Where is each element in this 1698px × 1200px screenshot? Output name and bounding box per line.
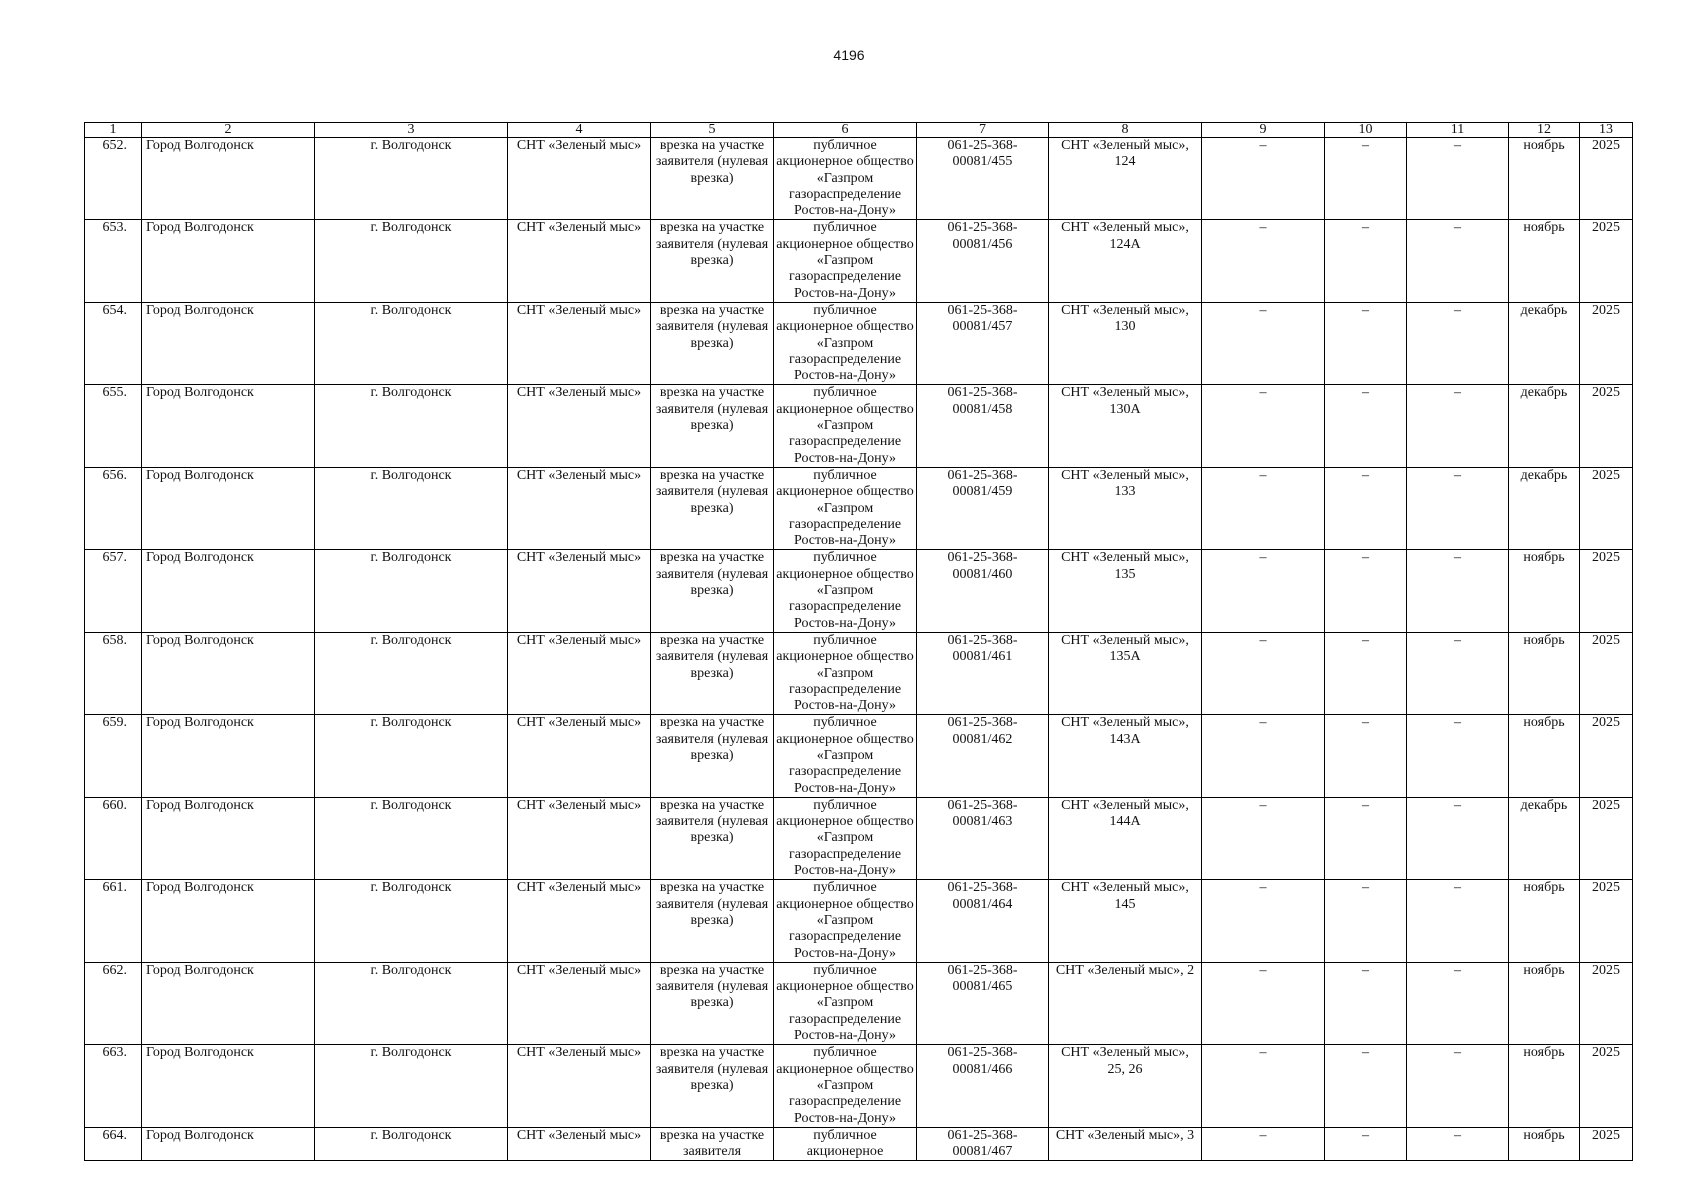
contract-number-cell: 061-25-368-00081/465 xyxy=(917,962,1049,1044)
header-row xyxy=(85,123,1633,138)
month-cell: ноябрь xyxy=(1509,138,1580,220)
table-row xyxy=(85,1045,1633,1127)
column-9-cell: – xyxy=(1202,797,1325,879)
column-9-cell: – xyxy=(1202,632,1325,714)
column-header: 8 xyxy=(1049,123,1202,138)
contract-number-cell: 061-25-368-00081/459 xyxy=(917,467,1049,549)
settlement-cell: г. Волгодонск xyxy=(315,385,508,467)
year-cell: 2025 xyxy=(1580,715,1633,797)
object-cell: СНТ «Зеленый мыс» xyxy=(508,962,651,1044)
year-cell: 2025 xyxy=(1580,467,1633,549)
municipality-cell: Город Волгодонск xyxy=(142,715,315,797)
object-cell: СНТ «Зеленый мыс» xyxy=(508,797,651,879)
organization-cell: публичное акционерное общество «Газпром газораспределение Ростов-на-Дону» xyxy=(774,385,917,467)
address-cell: СНТ «Зеленый мыс», 25, 26 xyxy=(1049,1045,1202,1127)
contract-number-cell: 061-25-368-00081/466 xyxy=(917,1045,1049,1127)
organization-cell: публичное акционерное общество «Газпром газораспределение Ростов-на-Дону» xyxy=(774,1045,917,1127)
settlement-cell: г. Волгодонск xyxy=(315,1127,508,1161)
object-cell: СНТ «Зеленый мыс» xyxy=(508,715,651,797)
month-cell: ноябрь xyxy=(1509,962,1580,1044)
column-11-cell: – xyxy=(1407,1045,1509,1127)
column-11-cell: – xyxy=(1407,797,1509,879)
row-number-cell: 655. xyxy=(85,385,142,467)
connection-method-cell: врезка на участке заявителя (нулевая врезка) xyxy=(651,138,774,220)
table-row xyxy=(85,797,1633,879)
column-header: 3 xyxy=(315,123,508,138)
column-9-cell: – xyxy=(1202,962,1325,1044)
contract-number-cell: 061-25-368-00081/458 xyxy=(917,385,1049,467)
table-row xyxy=(85,385,1633,467)
table-row xyxy=(85,880,1633,962)
connection-method-cell: врезка на участке заявителя (нулевая врезка) xyxy=(651,550,774,632)
column-11-cell: – xyxy=(1407,302,1509,384)
column-9-cell: – xyxy=(1202,138,1325,220)
municipality-cell: Город Волгодонск xyxy=(142,1127,315,1161)
year-cell: 2025 xyxy=(1580,385,1633,467)
municipality-cell: Город Волгодонск xyxy=(142,467,315,549)
column-header: 7 xyxy=(917,123,1049,138)
organization-cell: публичное акционерное общество «Газпром газораспределение Ростов-на-Дону» xyxy=(774,632,917,714)
year-cell: 2025 xyxy=(1580,550,1633,632)
connection-method-cell: врезка на участке заявителя (нулевая врезка) xyxy=(651,302,774,384)
connection-method-cell: врезка на участке заявителя (нулевая врезка) xyxy=(651,797,774,879)
contract-number-cell: 061-25-368-00081/462 xyxy=(917,715,1049,797)
settlement-cell: г. Волгодонск xyxy=(315,550,508,632)
year-cell: 2025 xyxy=(1580,632,1633,714)
object-cell: СНТ «Зеленый мыс» xyxy=(508,302,651,384)
row-number-cell: 663. xyxy=(85,1045,142,1127)
connection-method-cell: врезка на участке заявителя (нулевая врезка) xyxy=(651,632,774,714)
address-cell: СНТ «Зеленый мыс», 130А xyxy=(1049,385,1202,467)
column-header: 2 xyxy=(142,123,315,138)
column-9-cell: – xyxy=(1202,550,1325,632)
year-cell: 2025 xyxy=(1580,797,1633,879)
contract-number-cell: 061-25-368-00081/467 xyxy=(917,1127,1049,1161)
month-cell: ноябрь xyxy=(1509,715,1580,797)
column-9-cell: – xyxy=(1202,302,1325,384)
column-10-cell: – xyxy=(1325,715,1407,797)
column-11-cell: – xyxy=(1407,467,1509,549)
contract-number-cell: 061-25-368-00081/457 xyxy=(917,302,1049,384)
municipality-cell: Город Волгодонск xyxy=(142,1045,315,1127)
address-cell: СНТ «Зеленый мыс», 2 xyxy=(1049,962,1202,1044)
address-cell: СНТ «Зеленый мыс», 124 xyxy=(1049,138,1202,220)
settlement-cell: г. Волгодонск xyxy=(315,138,508,220)
table-row xyxy=(85,220,1633,302)
settlement-cell: г. Волгодонск xyxy=(315,1045,508,1127)
year-cell: 2025 xyxy=(1580,1045,1633,1127)
table-row xyxy=(85,632,1633,714)
column-10-cell: – xyxy=(1325,632,1407,714)
contract-number-cell: 061-25-368-00081/456 xyxy=(917,220,1049,302)
organization-cell: публичное акционерное общество «Газпром газораспределение Ростов-на-Дону» xyxy=(774,302,917,384)
column-10-cell: – xyxy=(1325,220,1407,302)
column-9-cell: – xyxy=(1202,1045,1325,1127)
column-10-cell: – xyxy=(1325,1045,1407,1127)
row-number-cell: 662. xyxy=(85,962,142,1044)
municipality-cell: Город Волгодонск xyxy=(142,302,315,384)
column-9-cell: – xyxy=(1202,880,1325,962)
address-cell: СНТ «Зеленый мыс», 135А xyxy=(1049,632,1202,714)
connection-method-cell: врезка на участке заявителя (нулевая врезка) xyxy=(651,880,774,962)
column-header: 10 xyxy=(1325,123,1407,138)
connection-method-cell: врезка на участке заявителя (нулевая врезка) xyxy=(651,962,774,1044)
organization-cell: публичное акционерное общество «Газпром газораспределение Ростов-на-Дону» xyxy=(774,715,917,797)
row-number-cell: 652. xyxy=(85,138,142,220)
month-cell: ноябрь xyxy=(1509,1127,1580,1161)
column-header: 12 xyxy=(1509,123,1580,138)
year-cell: 2025 xyxy=(1580,1127,1633,1161)
year-cell: 2025 xyxy=(1580,138,1633,220)
contract-number-cell: 061-25-368-00081/463 xyxy=(917,797,1049,879)
address-cell: СНТ «Зеленый мыс», 144А xyxy=(1049,797,1202,879)
column-11-cell: – xyxy=(1407,880,1509,962)
table-row xyxy=(85,715,1633,797)
column-11-cell: – xyxy=(1407,962,1509,1044)
column-header: 9 xyxy=(1202,123,1325,138)
settlement-cell: г. Волгодонск xyxy=(315,880,508,962)
contract-number-cell: 061-25-368-00081/464 xyxy=(917,880,1049,962)
month-cell: ноябрь xyxy=(1509,220,1580,302)
settlement-cell: г. Волгодонск xyxy=(315,220,508,302)
column-9-cell: – xyxy=(1202,1127,1325,1161)
column-11-cell: – xyxy=(1407,715,1509,797)
table-row xyxy=(85,302,1633,384)
table-row xyxy=(85,138,1633,220)
organization-cell: публичное акционерное общество «Газпром газораспределение Ростов-на-Дону» xyxy=(774,138,917,220)
object-cell: СНТ «Зеленый мыс» xyxy=(508,1045,651,1127)
settlement-cell: г. Волгодонск xyxy=(315,962,508,1044)
column-10-cell: – xyxy=(1325,962,1407,1044)
column-10-cell: – xyxy=(1325,138,1407,220)
row-number-cell: 664. xyxy=(85,1127,142,1161)
municipality-cell: Город Волгодонск xyxy=(142,220,315,302)
table-row xyxy=(85,962,1633,1044)
connection-method-cell: врезка на участке заявителя (нулевая врезка) xyxy=(651,385,774,467)
column-11-cell: – xyxy=(1407,550,1509,632)
year-cell: 2025 xyxy=(1580,220,1633,302)
column-11-cell: – xyxy=(1407,632,1509,714)
column-11-cell: – xyxy=(1407,385,1509,467)
column-header: 5 xyxy=(651,123,774,138)
object-cell: СНТ «Зеленый мыс» xyxy=(508,220,651,302)
settlement-cell: г. Волгодонск xyxy=(315,632,508,714)
address-cell: СНТ «Зеленый мыс», 133 xyxy=(1049,467,1202,549)
column-9-cell: – xyxy=(1202,467,1325,549)
column-header: 1 xyxy=(85,123,142,138)
municipality-cell: Город Волгодонск xyxy=(142,385,315,467)
table-row xyxy=(85,467,1633,549)
column-10-cell: – xyxy=(1325,467,1407,549)
connection-method-cell: врезка на участке заявителя (нулевая врезка) xyxy=(651,715,774,797)
object-cell: СНТ «Зеленый мыс» xyxy=(508,550,651,632)
municipality-cell: Город Волгодонск xyxy=(142,632,315,714)
month-cell: ноябрь xyxy=(1509,550,1580,632)
object-cell: СНТ «Зеленый мыс» xyxy=(508,632,651,714)
column-10-cell: – xyxy=(1325,797,1407,879)
column-10-cell: – xyxy=(1325,385,1407,467)
registry-table xyxy=(84,122,1633,1161)
row-number-cell: 657. xyxy=(85,550,142,632)
year-cell: 2025 xyxy=(1580,962,1633,1044)
month-cell: декабрь xyxy=(1509,797,1580,879)
address-cell: СНТ «Зеленый мыс», 130 xyxy=(1049,302,1202,384)
connection-method-cell: врезка на участке заявителя (нулевая врезка) xyxy=(651,467,774,549)
municipality-cell: Город Волгодонск xyxy=(142,880,315,962)
organization-cell: публичное акционерное общество «Газпром газораспределение Ростов-на-Дону» xyxy=(774,962,917,1044)
year-cell: 2025 xyxy=(1580,302,1633,384)
contract-number-cell: 061-25-368-00081/461 xyxy=(917,632,1049,714)
organization-cell: публичное акционерное общество «Газпром газораспределение Ростов-на-Дону» xyxy=(774,467,917,549)
organization-cell: публичное акционерное общество «Газпром газораспределение Ростов-на-Дону» xyxy=(774,797,917,879)
column-11-cell: – xyxy=(1407,138,1509,220)
organization-cell: публичное акционерное общество «Газпром газораспределение Ростов-на-Дону» xyxy=(774,220,917,302)
object-cell: СНТ «Зеленый мыс» xyxy=(508,385,651,467)
settlement-cell: г. Волгодонск xyxy=(315,797,508,879)
row-number-cell: 654. xyxy=(85,302,142,384)
column-11-cell: – xyxy=(1407,220,1509,302)
object-cell: СНТ «Зеленый мыс» xyxy=(508,1127,651,1161)
municipality-cell: Город Волгодонск xyxy=(142,962,315,1044)
column-11-cell: – xyxy=(1407,1127,1509,1161)
address-cell: СНТ «Зеленый мыс», 124А xyxy=(1049,220,1202,302)
address-cell: СНТ «Зеленый мыс», 135 xyxy=(1049,550,1202,632)
column-9-cell: – xyxy=(1202,715,1325,797)
month-cell: декабрь xyxy=(1509,385,1580,467)
address-cell: СНТ «Зеленый мыс», 143А xyxy=(1049,715,1202,797)
table-row xyxy=(85,1127,1633,1161)
municipality-cell: Город Волгодонск xyxy=(142,550,315,632)
address-cell: СНТ «Зеленый мыс», 3 xyxy=(1049,1127,1202,1161)
settlement-cell: г. Волгодонск xyxy=(315,715,508,797)
column-10-cell: – xyxy=(1325,302,1407,384)
connection-method-cell: врезка на участке заявителя (нулевая врезка) xyxy=(651,220,774,302)
month-cell: декабрь xyxy=(1509,302,1580,384)
row-number-cell: 661. xyxy=(85,880,142,962)
page-number: 4196 xyxy=(833,47,865,63)
column-header: 6 xyxy=(774,123,917,138)
object-cell: СНТ «Зеленый мыс» xyxy=(508,138,651,220)
row-number-cell: 656. xyxy=(85,467,142,549)
column-10-cell: – xyxy=(1325,550,1407,632)
organization-cell: публичное акционерное общество «Газпром газораспределение Ростов-на-Дону» xyxy=(774,880,917,962)
month-cell: ноябрь xyxy=(1509,632,1580,714)
column-10-cell: – xyxy=(1325,880,1407,962)
organization-cell: публичное акционерное общество «Газпром газораспределение Ростов-на-Дону» xyxy=(774,550,917,632)
object-cell: СНТ «Зеленый мыс» xyxy=(508,880,651,962)
column-header: 4 xyxy=(508,123,651,138)
contract-number-cell: 061-25-368-00081/455 xyxy=(917,138,1049,220)
settlement-cell: г. Волгодонск xyxy=(315,302,508,384)
contract-number-cell: 061-25-368-00081/460 xyxy=(917,550,1049,632)
address-cell: СНТ «Зеленый мыс», 145 xyxy=(1049,880,1202,962)
month-cell: ноябрь xyxy=(1509,880,1580,962)
object-cell: СНТ «Зеленый мыс» xyxy=(508,467,651,549)
column-9-cell: – xyxy=(1202,220,1325,302)
settlement-cell: г. Волгодонск xyxy=(315,467,508,549)
row-number-cell: 653. xyxy=(85,220,142,302)
year-cell: 2025 xyxy=(1580,880,1633,962)
column-header: 13 xyxy=(1580,123,1633,138)
table-body xyxy=(85,138,1633,1161)
column-header: 11 xyxy=(1407,123,1509,138)
municipality-cell: Город Волгодонск xyxy=(142,138,315,220)
row-number-cell: 658. xyxy=(85,632,142,714)
column-10-cell: – xyxy=(1325,1127,1407,1161)
table-row xyxy=(85,550,1633,632)
municipality-cell: Город Волгодонск xyxy=(142,797,315,879)
organization-cell: публичное акционерное xyxy=(774,1127,917,1161)
row-number-cell: 660. xyxy=(85,797,142,879)
month-cell: декабрь xyxy=(1509,467,1580,549)
connection-method-cell: врезка на участке заявителя xyxy=(651,1127,774,1161)
column-9-cell: – xyxy=(1202,385,1325,467)
connection-method-cell: врезка на участке заявителя (нулевая врезка) xyxy=(651,1045,774,1127)
row-number-cell: 659. xyxy=(85,715,142,797)
month-cell: ноябрь xyxy=(1509,1045,1580,1127)
